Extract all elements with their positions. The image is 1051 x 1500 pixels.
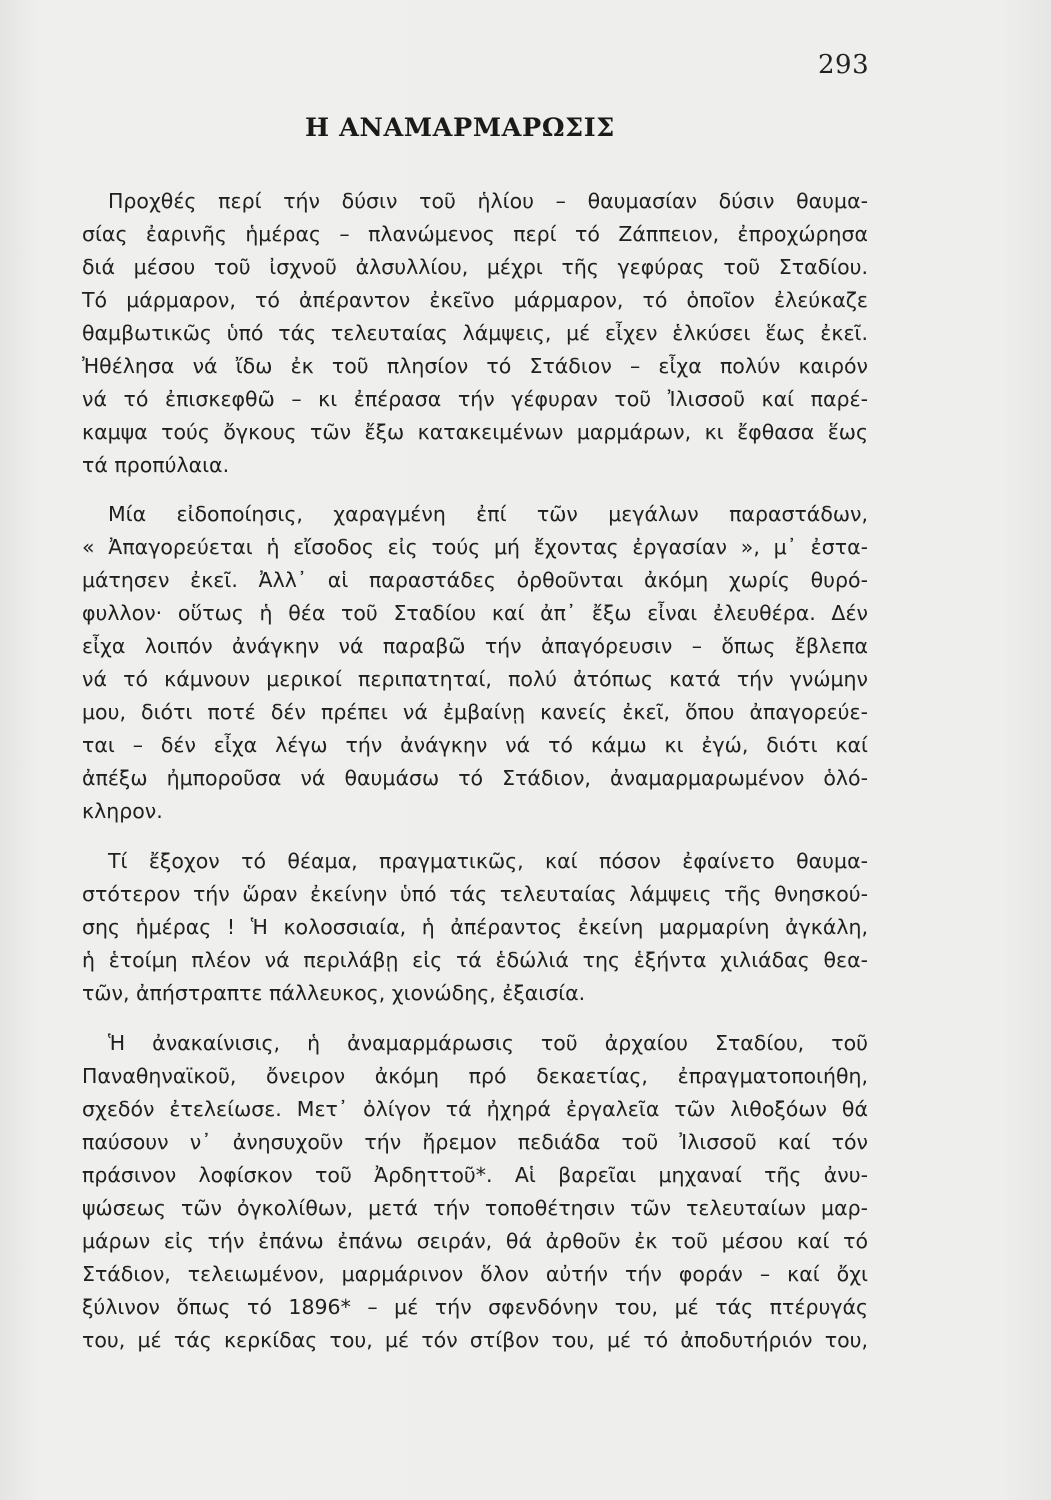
text-line: νά τό κάμνουν μερικοί περιπατηταί, πολύ ἀτόπως κατά τήν γνώμην bbox=[82, 667, 868, 691]
text-line: καμψα τούς ὄγκους τῶν ἔξω κατακειμένων μαρμάρων, κι ἔφθασα ἕως bbox=[82, 420, 868, 444]
text-line: παύσουν ν᾽ ἀνησυχοῦν τήν ἤρεμον πεδιάδα τοῦ Ἰλισσοῦ καί τόν bbox=[82, 1130, 868, 1154]
text-line: Στάδιον, τελειωμένον, μαρμάρινον ὅλον αὐτήν τήν φοράν – καί ὄχι bbox=[82, 1262, 868, 1286]
text-line: Ἠθέλησα νά ἴδω ἐκ τοῦ πλησίον τό Στάδιον – εἶχα πολύν καιρόν bbox=[82, 354, 868, 378]
text-line: Τό μάρμαρον, τό ἀπέραντον ἐκεῖνο μάρμαρον, τό ὁποῖον ἐλεύκαζε bbox=[82, 288, 868, 312]
text-line: ἀπέξω ἠμποροῦσα νά θαυμάσω τό Στάδιον, ἀναμαρμαρωμένον ὁλό- bbox=[82, 766, 868, 790]
text-line: σης ἡμέρας ! Ἡ κολοσσιαία, ἡ ἀπέραντος ἐκείνη μαρμαρίνη ἀγκάλη, bbox=[82, 915, 868, 939]
text-line: νά τό ἐπισκεφθῶ – κι ἐπέρασα τήν γέφυραν τοῦ Ἰλισσοῦ καί παρέ- bbox=[82, 387, 868, 411]
text-line: εἶχα λοιπόν ἀνάγκην νά παραβῶ τήν ἀπαγόρευσιν – ὅπως ἔβλεπα bbox=[82, 634, 868, 658]
text-line: του, μέ τάς κερκίδας του, μέ τόν στίβον του, μέ τό ἀποδυτήριόν του, bbox=[82, 1328, 868, 1352]
text-line: Τί ἔξοχον τό θέαμα, πραγματικῶς, καί πόσον ἐφαίνετο θαυμα- bbox=[108, 849, 868, 873]
text-line: κληρον. bbox=[82, 799, 163, 823]
text-line: φυλλον· οὕτως ἡ θέα τοῦ Σταδίου καί ἀπ᾽ ἔξω εἶναι ἐλευθέρα. Δέν bbox=[82, 601, 868, 625]
text-line: Προχθές περί τήν δύσιν τοῦ ἡλίου – θαυμασίαν δύσιν θαυμα- bbox=[108, 189, 868, 213]
text-line: μάτησεν ἐκεῖ. Ἀλλ᾽ αἱ παραστάδες ὀρθοῦνται ἀκόμη χωρίς θυρό- bbox=[82, 568, 868, 592]
chapter-title: Η ΑΝΑΜΑΡΜΑΡΩΣΙΣ bbox=[305, 113, 615, 143]
text-line: τῶν, ἀπήστραπτε πάλλευκος, χιονώδης, ἐξαισία. bbox=[82, 981, 586, 1005]
text-line: διά μέσου τοῦ ἰσχνοῦ ἀλσυλλίου, μέχρι τῆς γεφύρας τοῦ Σταδίου. bbox=[82, 255, 868, 279]
text-line: Παναθηναϊκοῦ, ὄνειρον ἀκόμη πρό δεκαετίας, ἐπραγματοποιήθη, bbox=[82, 1064, 868, 1088]
text-line: ξύλινον ὅπως τό 1896* – μέ τήν σφενδόνην του, μέ τάς πτέρυγάς bbox=[82, 1295, 868, 1319]
text-line: σίας ἐαρινῆς ἡμέρας – πλανώμενος περί τό Ζάππειον, ἐπροχώρησα bbox=[82, 222, 868, 246]
text-line: μου, διότι ποτέ δέν πρέπει νά ἐμβαίνῃ κανείς ἐκεῖ, ὅπου ἀπαγορεύε- bbox=[82, 700, 868, 724]
text-line: τά προπύλαια. bbox=[82, 453, 230, 477]
text-line: « Ἀπαγορεύεται ἡ εἴσοδος εἰς τούς μή ἔχοντας ἐργασίαν », μ᾽ ἐστα- bbox=[82, 535, 868, 559]
text-line: μάρων εἰς τήν ἐπάνω ἐπάνω σειράν, θά ἀρθοῦν ἐκ τοῦ μέσου καί τό bbox=[82, 1229, 868, 1253]
text-line: στότερον τήν ὥραν ἐκείνην ὑπό τάς τελευταίας λάμψεις τῆς θνησκού- bbox=[82, 882, 868, 906]
text-line: σχεδόν ἐτελείωσε. Μετ᾽ ὀλίγον τά ἠχηρά ἐργαλεῖα τῶν λιθοξόων θά bbox=[82, 1097, 868, 1121]
text-line: ἡ ἑτοίμη πλέον νά περιλάβῃ εἰς τά ἑδώλιά της ἑξήντα χιλιάδας θεα- bbox=[82, 948, 868, 972]
text-line: πράσινον λοφίσκον τοῦ Ἀρδηττοῦ*. Αἱ βαρεῖαι μηχαναί τῆς ἀνυ- bbox=[82, 1163, 868, 1187]
text-line: Ἡ ἀνακαίνισις, ἡ ἀναμαρμάρωσις τοῦ ἀρχαίου Σταδίου, τοῦ bbox=[108, 1031, 868, 1055]
text-line: Μία εἰδοποίησις, χαραγμένη ἐπί τῶν μεγάλων παραστάδων, bbox=[108, 502, 868, 526]
text-line: ψώσεως τῶν ὀγκολίθων, μετά τήν τοποθέτησιν τῶν τελευταίων μαρ- bbox=[82, 1196, 868, 1220]
text-line: ται – δέν εἶχα λέγω τήν ἀνάγκην νά τό κάμω κι ἐγώ, διότι καί bbox=[82, 733, 868, 757]
text-line: θαμβωτικῶς ὑπό τάς τελευταίας λάμψεις, μέ εἶχεν ἑλκύσει ἕως ἐκεῖ. bbox=[82, 321, 868, 345]
page-number: 293 bbox=[818, 50, 870, 80]
